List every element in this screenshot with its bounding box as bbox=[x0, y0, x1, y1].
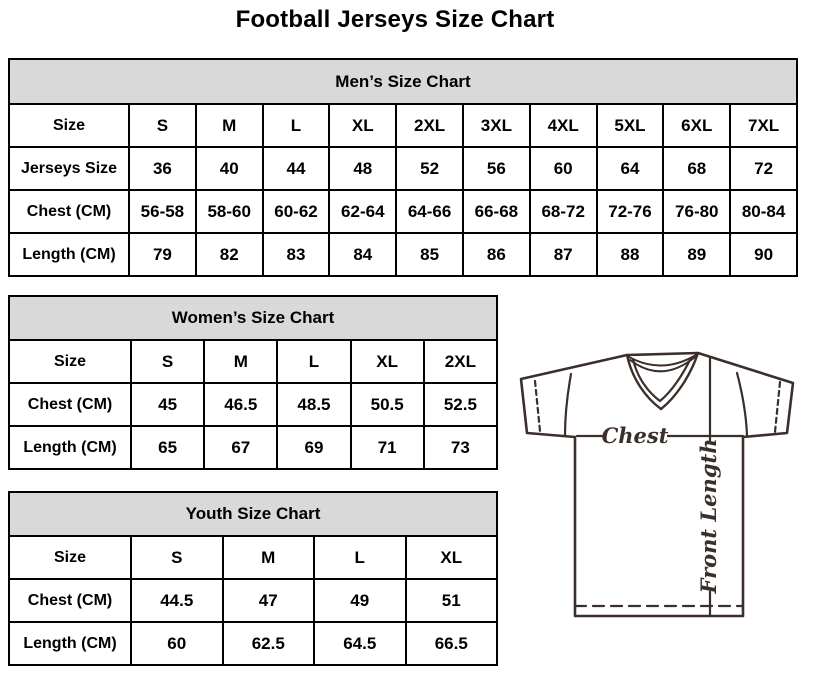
cell-value: XL bbox=[351, 340, 424, 383]
cell-value: 44.5 bbox=[131, 579, 223, 622]
cell-value: 51 bbox=[406, 579, 498, 622]
cell-value: 69 bbox=[277, 426, 350, 469]
cell-value: 45 bbox=[131, 383, 204, 426]
cell-value: XL bbox=[329, 104, 396, 147]
row-label: Size bbox=[9, 340, 131, 383]
cell-value: L bbox=[277, 340, 350, 383]
cell-value: 50.5 bbox=[351, 383, 424, 426]
cell-value: 56 bbox=[463, 147, 530, 190]
cell-value: 89 bbox=[663, 233, 730, 276]
jersey-measurement-diagram bbox=[510, 345, 802, 623]
womens-table-title: Women’s Size Chart bbox=[9, 296, 497, 340]
cell-value: 71 bbox=[351, 426, 424, 469]
cell-value: 90 bbox=[730, 233, 797, 276]
cell-value: 60 bbox=[131, 622, 223, 665]
cell-value: XL bbox=[406, 536, 498, 579]
cell-value: 5XL bbox=[597, 104, 664, 147]
cell-value: 44 bbox=[263, 147, 330, 190]
cell-value: 52 bbox=[396, 147, 463, 190]
jersey-icon bbox=[510, 345, 802, 623]
table-row bbox=[9, 383, 497, 426]
table-row bbox=[9, 579, 497, 622]
cell-value: 60-62 bbox=[263, 190, 330, 233]
cell-value: M bbox=[196, 104, 263, 147]
womens-size-table bbox=[8, 295, 498, 470]
cell-value: S bbox=[129, 104, 196, 147]
table-header-row bbox=[9, 296, 497, 340]
cell-value: S bbox=[131, 536, 223, 579]
cell-value: 72 bbox=[730, 147, 797, 190]
cell-value: 48 bbox=[329, 147, 396, 190]
cell-value: 64 bbox=[597, 147, 664, 190]
cell-value: 40 bbox=[196, 147, 263, 190]
cell-value: 68 bbox=[663, 147, 730, 190]
youth-size-table bbox=[8, 491, 498, 666]
youth-table-title: Youth Size Chart bbox=[9, 492, 497, 536]
page-title: Football Jerseys Size Chart bbox=[235, 6, 555, 33]
chest-label: Chest bbox=[601, 423, 669, 448]
cell-value: 6XL bbox=[663, 104, 730, 147]
row-label: Length (CM) bbox=[9, 622, 131, 665]
row-label: Chest (CM) bbox=[9, 383, 131, 426]
cell-value: M bbox=[223, 536, 315, 579]
table-row bbox=[9, 426, 497, 469]
cell-value: 48.5 bbox=[277, 383, 350, 426]
table-row bbox=[9, 104, 797, 147]
cell-value: 73 bbox=[424, 426, 497, 469]
cell-value: 2XL bbox=[424, 340, 497, 383]
cell-value: 72-76 bbox=[597, 190, 664, 233]
row-label: Chest (CM) bbox=[9, 190, 129, 233]
cell-value: 36 bbox=[129, 147, 196, 190]
cell-value: S bbox=[131, 340, 204, 383]
cell-value: 79 bbox=[129, 233, 196, 276]
table-row bbox=[9, 233, 797, 276]
table-header-row bbox=[9, 492, 497, 536]
table-row bbox=[9, 622, 497, 665]
cell-value: 68-72 bbox=[530, 190, 597, 233]
cell-value: 56-58 bbox=[129, 190, 196, 233]
table-row bbox=[9, 147, 797, 190]
cell-value: 84 bbox=[329, 233, 396, 276]
cell-value: 66.5 bbox=[406, 622, 498, 665]
row-label: Size bbox=[9, 536, 131, 579]
cell-value: 88 bbox=[597, 233, 664, 276]
cell-value: 3XL bbox=[463, 104, 530, 147]
cell-value: 7XL bbox=[730, 104, 797, 147]
row-label: Size bbox=[9, 104, 129, 147]
row-label: Length (CM) bbox=[9, 426, 131, 469]
cell-value: 62-64 bbox=[329, 190, 396, 233]
cell-value: 83 bbox=[263, 233, 330, 276]
cell-value: 62.5 bbox=[223, 622, 315, 665]
cell-value: 49 bbox=[314, 579, 406, 622]
cell-value: 67 bbox=[204, 426, 277, 469]
cell-value: L bbox=[314, 536, 406, 579]
table-header-row bbox=[9, 59, 797, 104]
row-label: Chest (CM) bbox=[9, 579, 131, 622]
cell-value: 82 bbox=[196, 233, 263, 276]
cell-value: 64.5 bbox=[314, 622, 406, 665]
table-row bbox=[9, 190, 797, 233]
cell-value: 64-66 bbox=[396, 190, 463, 233]
cell-value: 76-80 bbox=[663, 190, 730, 233]
cell-value: 4XL bbox=[530, 104, 597, 147]
cell-value: 60 bbox=[530, 147, 597, 190]
cell-value: 80-84 bbox=[730, 190, 797, 233]
cell-value: 2XL bbox=[396, 104, 463, 147]
table-row bbox=[9, 340, 497, 383]
cell-value: 85 bbox=[396, 233, 463, 276]
cell-value: 65 bbox=[131, 426, 204, 469]
cell-value: 47 bbox=[223, 579, 315, 622]
jersey-outline bbox=[521, 353, 793, 616]
cell-value: 86 bbox=[463, 233, 530, 276]
cell-value: M bbox=[204, 340, 277, 383]
front-length-label: Front Length bbox=[696, 438, 721, 594]
table-row bbox=[9, 536, 497, 579]
cell-value: 87 bbox=[530, 233, 597, 276]
cell-value: 52.5 bbox=[424, 383, 497, 426]
row-label: Length (CM) bbox=[9, 233, 129, 276]
cell-value: L bbox=[263, 104, 330, 147]
cell-value: 66-68 bbox=[463, 190, 530, 233]
cell-value: 58-60 bbox=[196, 190, 263, 233]
mens-size-table bbox=[8, 58, 798, 277]
cell-value: 46.5 bbox=[204, 383, 277, 426]
row-label: Jerseys Size bbox=[9, 147, 129, 190]
mens-table-title: Men’s Size Chart bbox=[9, 59, 797, 104]
